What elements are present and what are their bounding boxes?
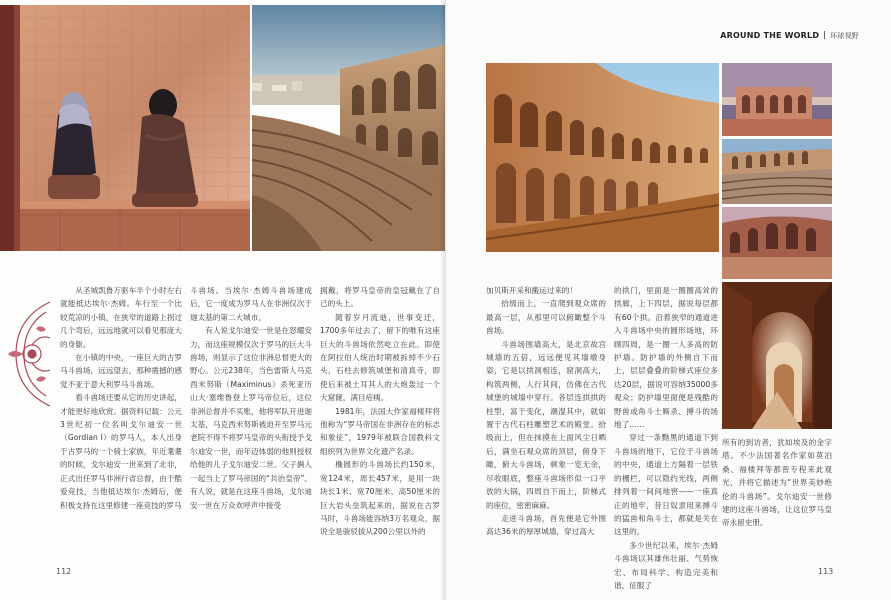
paragraph: 拾级而上，一直爬到观众席的最高一层，从那里可以俯瞰整个斗兽场。 — [486, 299, 606, 336]
section-header — [720, 31, 859, 41]
paragraph: 走进斗兽场，首先便是它外围高达36米的厚厚城墙，穿过高大 — [486, 513, 606, 537]
paragraph: 拥戴，将罗马皇帝的皇冠戴在了自己的头上。 — [320, 286, 440, 309]
paragraph: 多少世纪以来，埃尔·杰姆斗兽场以其雄伟壮丽、气势恢宏、布局科学、构造完美和谐，征服了 — [614, 540, 718, 590]
text-column-1 — [60, 284, 182, 569]
section-title-en: AROUND THE WORLD — [720, 31, 820, 40]
paragraph: 在小镇的中央，一座巨大的古罗马斗兽场，远远望去，那种震撼的感觉不亚于意大利罗马斗兽场。 — [60, 353, 182, 389]
photo-small-seating — [722, 139, 832, 204]
paragraph: 加贝斯开采和搬运过来的！ — [486, 286, 578, 295]
photo-small-corridor — [722, 282, 832, 429]
paragraph: 椭圆形的斗兽场长约150米，宽124米，周长457米，是用一块块长1米、宽70厘米、高50厘米的巨大岩头垒筑起来的，据说在古罗马时，斗兽场能容纳3万名观众，据说全是骏驳拔从200公里以外的 — [320, 460, 440, 537]
text-column-3 — [320, 284, 440, 569]
paragraph: 从圣城凯鲁万驱车半个小时左右就能抵达埃尔·杰姆。车行至一个比较荒凉的小镇，在狭窄的道路上拐过几个弯后，远远地就可以看见那庞大的身躯。 — [60, 286, 182, 349]
floral-ornament-icon — [6, 298, 54, 410]
text-column-2 — [190, 284, 312, 569]
page-number-right: 113 — [818, 567, 834, 576]
photo-women-on-wall — [0, 5, 250, 251]
photo-arcades — [486, 63, 719, 252]
paragraph: 有人说戈尔迪安一世是在怒耀安力，而这座规模仅次于罗马的巨大斗兽场，则显示了这位非洲总督更大的野心。公元238年，当色雷斯人马克西米努斯（Maximinus）杀死亚历山大·塞维鲁登上罗马帝位后，这位非洲总督并不买账，他将军队开进迦太基，马克西米努斯被迫开至罗马元老院不得不将罗马皇帝的头衔授予戈尔迪安一世，而年迈体弱的他则授权给他的儿子戈尔迪安二世。父子俩人一起当上了罗马帝国的“共治皇帝”。有人说，就是在这座斗兽场，戈尔迪安一世在万众欢呼声中接受 — [190, 326, 312, 510]
page-number-left: 112 — [56, 567, 72, 576]
right-page — [446, 0, 891, 600]
photo-small-exterior — [722, 63, 832, 136]
paragraph: 斗兽场围墙高大，是北京故宫城墙的五倍，远远便见其墙墩身姿，它是以拱洞相连，窟洞高大，构筑两侧，人行其间，仿佛在古代城堡的城墙中穿行。各层连拱拱的柱型，富于变化，潮湿其中，就如置于古代石柱雕塑艺术的殿堂。拾级而上，但在抹摸在上面风尘日晒后，满坐石观众席的顶层，俯身下瞰，俯大斗兽场，顿象一览无余，尽收眼底，整座斗兽场形似一口平放的大锅，四周自下而上，阶梯式的座位，密密麻麻。 — [486, 339, 606, 510]
paragraph: 1981年，法国大作家福楼拜将他称为“罗马帝国在非洲存在的标志和象征”，1979年被联合国教科文组织列为世界文化遗产名录。 — [320, 406, 440, 456]
text-column-5 — [614, 284, 718, 590]
paragraph: 穿过一条黝黑的通道下到斗兽场的地下，它位于斗兽场的中央，通道上方隔着一层铁的栅栏，可以隐约光线，两侧排列着一间间地窖——一座真正的地牢，昔日奴隶用来搏斗的猛兽和角斗士，都就是关在这里的。 — [614, 433, 718, 537]
paragraph: 所有的到访者，犹如埃及的金字塔。不少法国著名作家如莫泊桑、福楼拜等都曾专程来此观光，并将它描述为“世界美妙绝伦的斗兽场”。戈尔迪安一世修建的这座斗兽场，让这位罗马皇帝永留史册。 — [722, 438, 832, 528]
paragraph: 看斗兽场还要从它的历史讲起，才能更好地欣赏。据资料记载：公元3世纪初一位名叫戈尔迪安一世（Gordian I）的罗马人，本人出身于古罗马的一个骑士家族，年近耄耋的时候，戈尔迪安一世来到了北非，正式出任罗马非洲行省总督，由于酷爱竞技，当他抵达埃尔·杰姆后，便积极支持在这里修建一座竞技的罗马 — [60, 393, 182, 510]
header-divider — [824, 31, 825, 39]
paragraph: 随着岁月流逝，世事变迁，1700多年过去了，留下的唯有这座巨大的斗兽场依然屹立在此。即使在阿拉伯人统治时期被拆掉不少石头，石柱去修筑城堡和清真寺，即使后来被土耳其人的大炮轰过一个大窟窿，满目疮痍。 — [320, 312, 440, 403]
section-title-zh: 环球视野 — [830, 32, 859, 40]
photo-amphitheatre-interior — [252, 5, 445, 251]
paragraph: 斗兽场。当埃尔·杰姆斗兽场建成后，它一度成为罗马人在非洲仅次于迦太基的第二大城市。 — [190, 286, 312, 322]
paragraph: 的拱门，里面是一圈圈高耸的拱廊，上下四层，据说每层都有60个拱。沿着狭窄的通道进入斗兽场中央的圆形场地，环顾四周，是一圈一人多高的防护墙。防护墙的外侧自下而上，层层叠叠的阶梯式座位多达20层，据说可容纳35000多观众；防护墙里面便是残酷的野兽或角斗士厮杀、搏斗的场地了…… — [614, 286, 718, 430]
text-column-4 — [486, 284, 606, 569]
text-column-6 — [722, 436, 832, 546]
photo-small-ruins — [722, 207, 832, 279]
